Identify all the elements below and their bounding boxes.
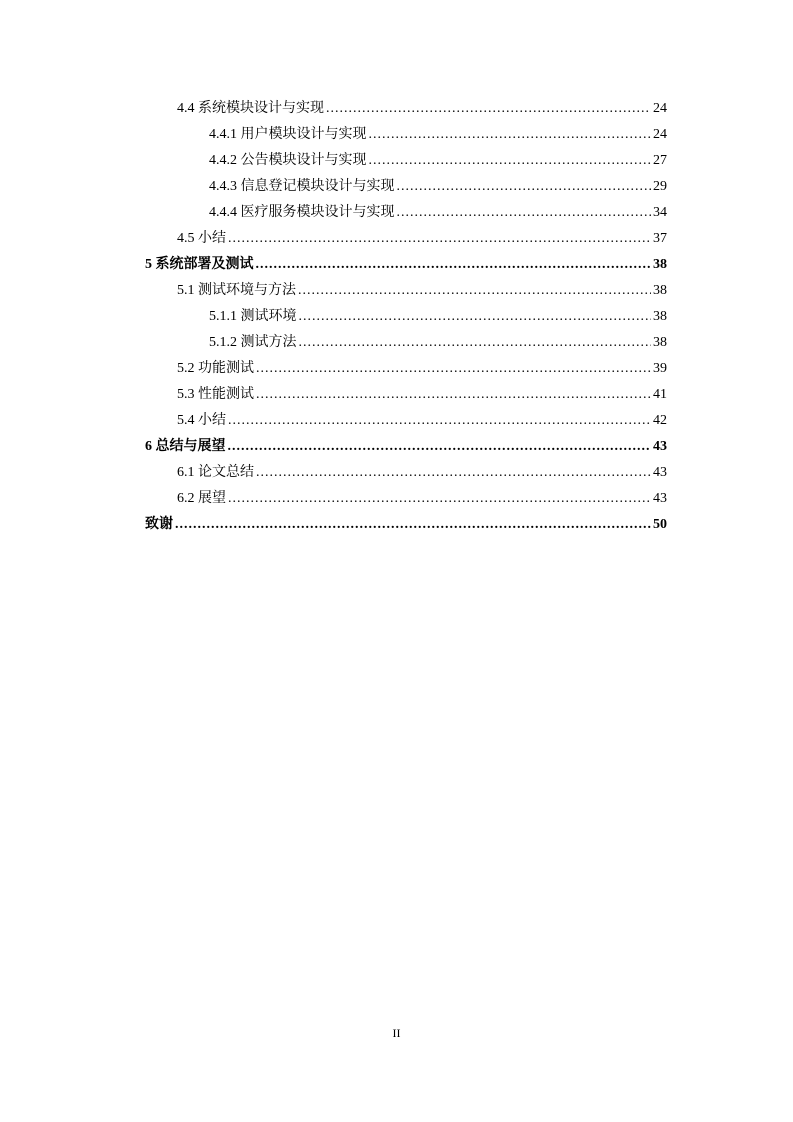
toc-entry-page: 29	[653, 179, 667, 194]
page-number: II	[392, 1026, 401, 1040]
toc-entry[interactable]	[145, 200, 667, 226]
toc-entry-page: 43	[653, 439, 667, 454]
toc-entry-title: 5 系统部署及测试	[145, 257, 254, 272]
toc-dot-leader	[369, 122, 652, 148]
toc-entry[interactable]	[145, 174, 667, 200]
toc-entry-title: 4.4.3 信息登记模块设计与实现	[209, 179, 395, 194]
toc-entry[interactable]	[145, 382, 667, 408]
toc-entry-title: 4.5 小结	[177, 231, 226, 246]
toc-dot-leader	[175, 512, 651, 538]
toc-entry[interactable]	[145, 356, 667, 382]
toc-entry[interactable]	[145, 252, 667, 278]
toc-entry-page: 38	[653, 257, 667, 272]
toc-entry-page: 38	[653, 335, 667, 350]
toc-dot-leader	[369, 148, 652, 174]
toc-entry-page: 24	[653, 101, 667, 116]
toc-entry[interactable]	[145, 486, 667, 512]
toc-entry-title: 4.4.1 用户模块设计与实现	[209, 127, 367, 142]
toc-dot-leader	[228, 434, 652, 460]
toc-dot-leader	[299, 304, 652, 330]
toc-dot-leader	[256, 356, 651, 382]
toc-entry-title: 5.1.1 测试环境	[209, 309, 297, 324]
toc-entry[interactable]	[145, 278, 667, 304]
toc-entry-title: 4.4.4 医疗服务模块设计与实现	[209, 205, 395, 220]
toc-entry[interactable]	[145, 96, 667, 122]
toc-entry[interactable]	[145, 460, 667, 486]
toc-entry-page: 34	[653, 205, 667, 220]
toc-entry-page: 42	[653, 413, 667, 428]
toc-dot-leader	[228, 226, 651, 252]
toc-entry-page: 27	[653, 153, 667, 168]
toc-dot-leader	[397, 200, 652, 226]
toc-dot-leader	[326, 96, 651, 122]
toc-entry[interactable]	[145, 434, 667, 460]
toc-entry[interactable]	[145, 226, 667, 252]
toc-entry-page: 50	[653, 517, 667, 532]
toc-dot-leader	[256, 460, 651, 486]
toc-entry-page: 39	[653, 361, 667, 376]
toc-entry-title: 6.1 论文总结	[177, 465, 254, 480]
toc-entry[interactable]	[145, 148, 667, 174]
toc-entry[interactable]	[145, 512, 667, 538]
toc-entry-title: 6 总结与展望	[145, 439, 226, 454]
toc-dot-leader	[228, 408, 651, 434]
toc-entry-page: 41	[653, 387, 667, 402]
toc-dot-leader	[228, 486, 651, 512]
toc-dot-leader	[256, 382, 651, 408]
toc-entry[interactable]	[145, 330, 667, 356]
table-of-contents	[145, 96, 667, 538]
toc-entry-page: 43	[653, 491, 667, 506]
toc-dot-leader	[397, 174, 652, 200]
toc-entry-title: 5.1.2 测试方法	[209, 335, 297, 350]
toc-entry-title: 5.4 小结	[177, 413, 226, 428]
toc-entry-title: 4.4.2 公告模块设计与实现	[209, 153, 367, 168]
toc-entry-title: 5.3 性能测试	[177, 387, 254, 402]
toc-entry-title: 致谢	[145, 517, 173, 532]
toc-entry-title: 6.2 展望	[177, 491, 226, 506]
toc-entry-title: 4.4 系统模块设计与实现	[177, 101, 324, 116]
toc-entry-title: 5.1 测试环境与方法	[177, 283, 296, 298]
toc-entry-page: 24	[653, 127, 667, 142]
toc-entry-page: 43	[653, 465, 667, 480]
toc-entry-page: 38	[653, 283, 667, 298]
toc-dot-leader	[256, 252, 652, 278]
toc-dot-leader	[299, 330, 652, 356]
toc-entry-title: 5.2 功能测试	[177, 361, 254, 376]
toc-dot-leader	[298, 278, 651, 304]
toc-entry[interactable]	[145, 122, 667, 148]
toc-entry[interactable]	[145, 408, 667, 434]
toc-entry-page: 38	[653, 309, 667, 324]
toc-entry-page: 37	[653, 231, 667, 246]
toc-entry[interactable]	[145, 304, 667, 330]
